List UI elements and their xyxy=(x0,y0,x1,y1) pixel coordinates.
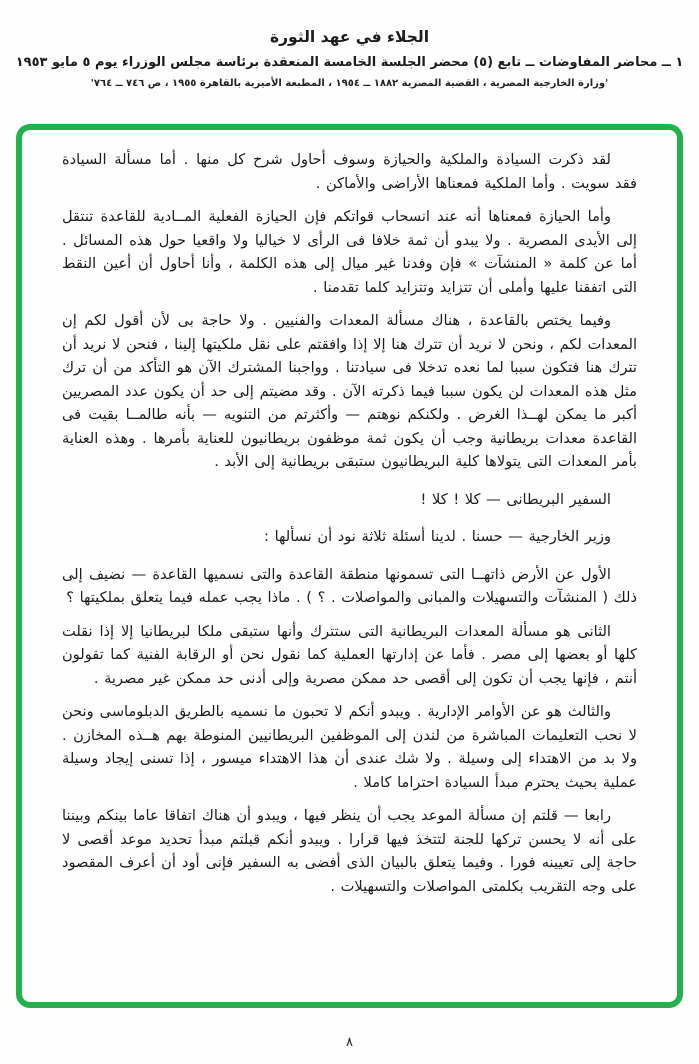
page-header xyxy=(0,28,699,89)
body-paragraph-sovereignty-intro: لقد ذكرت السيادة والملكية والحيازة وسوف أحاول شرح كل منها . أما مسألة السيادة فقد سويت . وأما الملكية فمعناها الأراضى والأماكن . xyxy=(62,151,637,192)
body-paragraph-question-fourth: رابعا — قلتم إن مسألة الموعد يجب أن ينظر فيها ، ويبدو أن هناك اتفاقا عاما بينكم وبيننا على أنه لا يحسن تركها للجنة لتتخذ فيها قرارا . ويبدو أنكم قبلتم مبدأ تحديد موعد أقصى لا حاجة إلى تعيينه فورا . وفيما يتعلق بالبيان الذى أفضى به السفير فإنى أود أن أعرف المقصود على وجه التقريب بكلمتى المواصلات والتسهيلات . xyxy=(62,807,637,895)
body-paragraph-question-first: الأول عن الأرض ذاتهــا التى تسمونها منطقة القاعدة والتى نسميها القاعدة — نضيف إلى ذلك ( المنشآت والتسهيلات والمبانى والمواصلات . ؟ ) . ماذا يجب عمله فيما يتعلق بملكيتها ؟ xyxy=(62,565,637,606)
source-citation: 'وزارة الخارجية المصرية ، القضية المصرية ١٨٨٢ ــ ١٩٥٤ ، المطبعة الأميرية بالقاهرة ١٩٥٥ ، ص ٧٤٦ ــ ٧٦٤' xyxy=(90,78,609,89)
body-paragraph-possession: وأما الحيازة فمعناها أنه عند انسحاب قواتكم فإن الحيازة الفعلية المــادية للقاعدة تنتقل إلى الأيدى المصرية . ولا يبدو أن ثمة خلافا فى الرأى لا خياليا ولا واقعيا حول هذه المسائل . أما عن كلمة « المنشآت » فإن وفدنا غير ميال إلى هذه الكلمة ، وأنا أحاول أن أعين النقط التى اتفقنا عليها وأملى أن تتزايد وتتزايد كلما تقدمنا . xyxy=(62,208,637,296)
body-paragraph-question-third: والثالث هو عن الأوامر الإدارية . ويبدو أنكم لا تحبون ما نسميه بالطريق الدبلوماسى ونحن لا نحب التعليمات المباشرة من لندن إلى الموظفين البريطانيين المنوطة بهم هــذه المخازن . ولا بد من الاهتداء إلى وسيلة . ولا شك عندى أن هذا الاهتداء ميسور ، إذا تسنى إيجاد وسيلة عملية بحيث يحترم مبدأ السيادة احتراما كاملا . xyxy=(62,703,637,791)
body-paragraph-base-equipment: وفيما يختص بالقاعدة ، هناك مسألة المعدات والفنيين . ولا حاجة بى لأن أقول لكم إن المعدات لكم ، ونحن لا نريد أن تترك هنا إلا إذا وافقتم على نقل ملكيتها إلينا ، فنحن لا نريد أن تترك هنا فتكون سببا لما نعده تدخلا فى سيادتنا . وواجبنا المشترك الآن هو التأكد من أن ترك مثل هذه المعدات لن يكون سببا فيما ذكرته الآن . وقد مضيتم إلى حد أن يكون عدد المصريين أكبر ما يمكن لهــذا الغرض . ولكنكم نوهتم — وأكثرتم من التنويه — بأنه طالمــا بقيت فى القاعدة معدات بريطانية وجب أن يكون ثمة موظفون بريطانيون للعناية بأمرها . وهذه العناية بأمر المعدات التى يتولاها كلية البريطانيون ستبقى بريطانية إلى الأبد . xyxy=(62,312,637,470)
highlighted-text-frame xyxy=(16,124,683,1008)
dialog-line-british-ambassador: السفير البريطانى — كلا ! كلا ! xyxy=(420,490,611,508)
dialog-line-foreign-minister: وزير الخارجية — حسنا . لدينا أسئلة ثلاثة نود أن نسألها : xyxy=(264,528,611,545)
page-number: ٨ xyxy=(346,1035,353,1050)
body-paragraph-question-second: الثانى هو مسألة المعدات البريطانية التى ستترك وأنها ستبقى ملكا لبريطانيا إلا إذا نقلت كلها أو بعضها إلى مصر . فأما عن إدارتها العملية كما نقول نحن أو الرقابة الفنية كما تقولون أنتم ، فإنها يجب أن تكون إلى أقصى حد ممكن مصرية وإلى أدنى حد ممكن غير مصرية . xyxy=(62,622,637,687)
book-title: الجلاء في عهد الثورة xyxy=(269,28,430,46)
session-heading: ١ ــ محاضر المفاوضات ــ تابع (٥) محضر الجلسة الخامسة المنعقدة برئاسة مجلس الوزراء يوم ٥ مايو ١٩٥٣ xyxy=(15,55,684,70)
